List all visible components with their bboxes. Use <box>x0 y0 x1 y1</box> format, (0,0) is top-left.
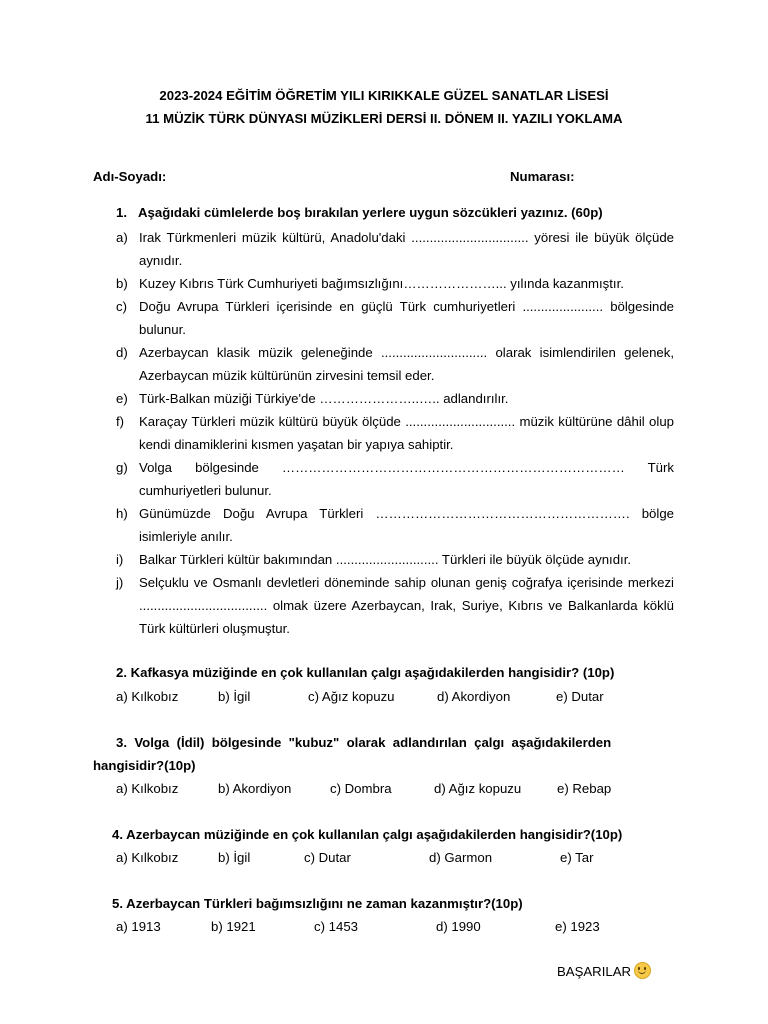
option-e: e) Dutar <box>556 689 604 704</box>
question-3-title-line1: 3. Volga (İdil) bölgesinde "kubuz" olarak adlandırılan çalgı aşağıdakilerden <box>116 735 612 750</box>
list-item <box>116 341 674 387</box>
exam-title-line2: 11 MÜZİK TÜRK DÜNYASI MÜZİKLERİ DERSİ II. DÖNEM II. YAZILI YOKLAMA <box>145 111 623 126</box>
item-text: Volga bölgesinde …………………………………………………………………… Türk cumhuriyetleri bulunur. <box>139 460 674 498</box>
item-text: Irak Türkmenleri müzik kültürü, Anadolu'daki ................................ yöresi ile büyük ölçüde aynıdır. <box>139 230 674 268</box>
option-c: c) Dombra <box>330 781 392 796</box>
list-item <box>116 548 674 571</box>
item-letter: j) <box>116 575 124 590</box>
item-text: Karaçay Türkleri müzik kültürü büyük ölçüde .............................. müzik kültürüne dâhil olup kendi dinamiklerini kısmen yaşatan bir yapıya sahiptir. <box>139 414 674 452</box>
item-text: Selçuklu ve Osmanlı devletleri döneminde sahip olunan geniş coğrafya içerisinde merkezi ................................... olmak üzere Azerbaycan, Irak, Suriye, Kıbrıs ve Balkanlarda köklü Türk kültürleri oluşmuştur. <box>139 575 674 636</box>
option-c: c) Ağız kopuzu <box>308 689 395 704</box>
option-a: a) Kılkobız <box>116 781 179 796</box>
item-letter: b) <box>116 276 128 291</box>
option-e: e) 1923 <box>555 919 600 934</box>
item-text: Balkar Türkleri kültür bakımından ............................ Türkleri ile büyük ölçüde aynıdır. <box>139 552 632 567</box>
option-d: d) 1990 <box>436 919 481 934</box>
item-text: Türk-Balkan müziği Türkiye'de …………………..….. adlandırılır. <box>139 391 509 406</box>
name-label: Adı-Soyadı: <box>93 169 167 184</box>
list-item <box>116 410 674 456</box>
question-1-text: Aşağıdaki cümlelerde boş bırakılan yerlere uygun sözcükleri yazınız. (60p) <box>138 205 603 220</box>
item-letter: d) <box>116 345 128 360</box>
footer <box>557 962 651 979</box>
question-3-title-line2: hangisidir?(10p) <box>93 758 196 773</box>
option-e: e) Rebap <box>557 781 612 796</box>
question-4-title: 4. Azerbaycan müziğinde en çok kullanılan çalgı aşağıdakilerden hangisidir?(10p) <box>112 827 623 842</box>
item-letter: a) <box>116 230 128 245</box>
item-letter: e) <box>116 391 128 406</box>
question-1-items <box>116 226 674 640</box>
list-item <box>116 571 674 640</box>
item-letter: f) <box>116 414 125 429</box>
option-b: b) İgil <box>218 850 251 865</box>
item-letter: i) <box>116 552 124 567</box>
option-d: d) Akordiyon <box>437 689 511 704</box>
item-text: Doğu Avrupa Türkleri içerisinde en güçlü Türk cumhuriyetleri ...................... bölgesinde bulunur. <box>139 299 674 337</box>
option-a: a) Kılkobız <box>116 689 179 704</box>
item-text: Azerbaycan klasik müzik geleneğinde ............................. olarak isimlendirilen gelenek, Azerbaycan müzik kültürünün zirvesini temsil eder. <box>139 345 674 383</box>
item-text: Kuzey Kıbrıs Türk Cumhuriyeti bağımsızlığını…………………... yılında kazanmıştır. <box>139 276 624 291</box>
question-5-title: 5. Azerbaycan Türkleri bağımsızlığını ne zaman kazanmıştır?(10p) <box>112 896 523 911</box>
list-item <box>116 502 674 548</box>
option-d: d) Ağız kopuzu <box>434 781 522 796</box>
question-1-title <box>116 205 603 220</box>
option-b: b) Akordiyon <box>218 781 292 796</box>
question-1-number: 1. <box>116 205 127 220</box>
number-label: Numarası: <box>510 169 575 184</box>
item-letter: h) <box>116 506 128 521</box>
item-text: Günümüzde Doğu Avrupa Türkleri …………………………………………………. bölge isimleriyle anılır. <box>139 506 674 544</box>
list-item <box>116 387 674 410</box>
list-item <box>116 272 674 295</box>
list-item <box>116 226 674 272</box>
option-e: e) Tar <box>560 850 594 865</box>
option-a: a) Kılkobız <box>116 850 179 865</box>
list-item <box>116 295 674 341</box>
option-c: c) 1453 <box>314 919 358 934</box>
option-b: b) 1921 <box>211 919 256 934</box>
option-b: b) İgil <box>218 689 251 704</box>
option-d: d) Garmon <box>429 850 493 865</box>
option-a: a) 1913 <box>116 919 161 934</box>
option-c: c) Dutar <box>304 850 351 865</box>
item-letter: g) <box>116 460 128 475</box>
question-2-title: 2. Kafkasya müziğinde en çok kullanılan çalgı aşağıdakilerden hangisidir? (10p) <box>116 665 615 680</box>
list-item <box>116 456 674 502</box>
smiley-icon <box>634 962 651 979</box>
item-letter: c) <box>116 299 127 314</box>
exam-title-line1: 2023-2024 EĞİTİM ÖĞRETİM YILI KIRIKKALE GÜZEL SANATLAR LİSESİ <box>159 88 609 103</box>
footer-text: BAŞARILAR <box>557 964 632 979</box>
